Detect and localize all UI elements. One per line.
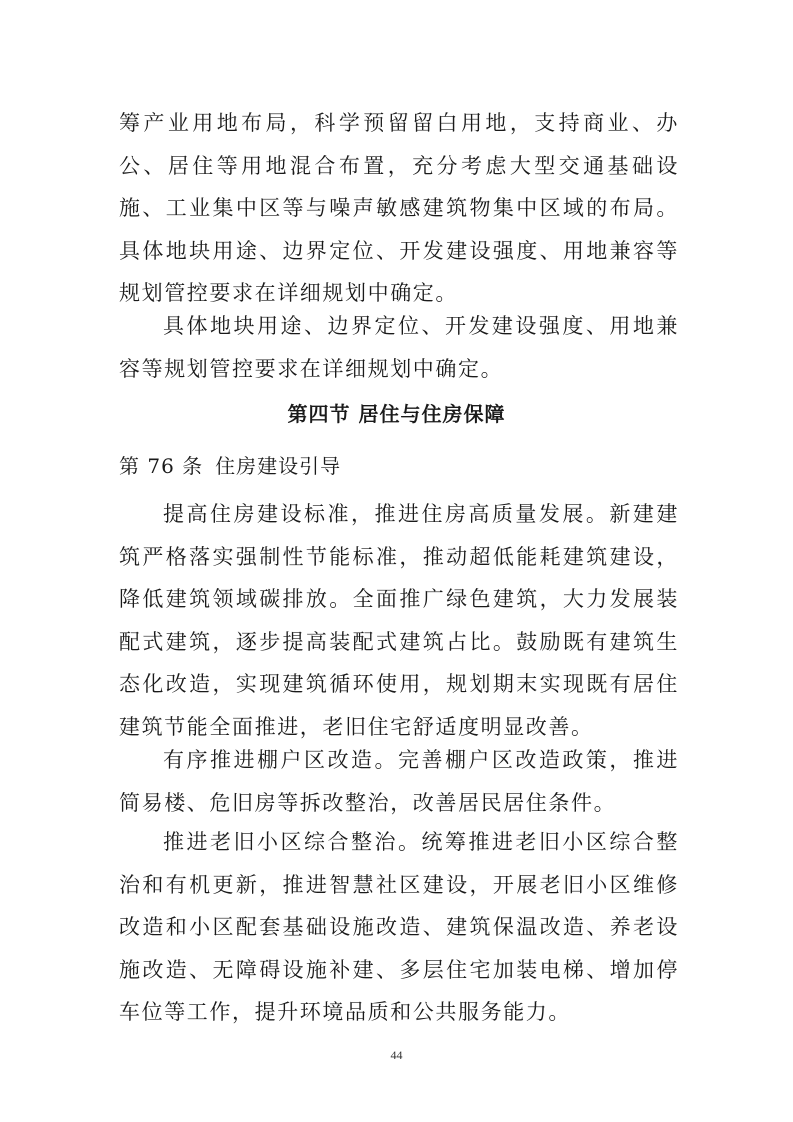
- article-number: 第 76 条: [119, 454, 204, 478]
- continued-paragraph: 筹产业用地布局，科学预留留白用地，支持商业、办公、居住等用地混合布置，充分考虑大型交通基础设施、工业集中区等与噪声敏感建筑物集中区域的布局。具体地块用途、边界定位、开发建设强度、用地兼容等规划管控要求在详细规划中确定。: [119, 111, 679, 305]
- article-heading: [119, 450, 341, 479]
- section-title: 第四节 居住与住房保障: [287, 402, 506, 426]
- paragraph-control-requirements: 具体地块用途、边界定位、开发建设强度、用地兼容等规划管控要求在详细规划中确定。: [119, 314, 679, 381]
- page-number: 44: [390, 1048, 403, 1062]
- paragraph-shantytown-renovation: 有序推进棚户区改造。完善棚户区改造政策，推进简易楼、危旧房等拆改整治，改善居民居住条件。: [119, 748, 679, 815]
- paragraph-old-community-renovation: 推进老旧小区综合整治。统筹推进老旧小区综合整治和有机更新，推进智慧社区建设，开展老旧小区维修改造和小区配套基础设施改造、建筑保温改造、养老设施改造、无障碍设施补建、多层住宅加装电梯、增加停车位等工作，提升环境品质和公共服务能力。: [119, 830, 679, 1024]
- article-title: 住房建设引导: [215, 454, 342, 478]
- paragraph-housing-standards: 提高住房建设标准，推进住房高质量发展。新建建筑严格落实强制性节能标准，推动超低能耗建筑建设，降低建筑领域碳排放。全面推广绿色建筑，大力发展装配式建筑，逐步提高装配式建筑占比。鼓励既有建筑生态化改造，实现建筑循环使用，规划期末实现既有居住建筑节能全面推进，老旧住宅舒适度明显改善。: [119, 502, 679, 739]
